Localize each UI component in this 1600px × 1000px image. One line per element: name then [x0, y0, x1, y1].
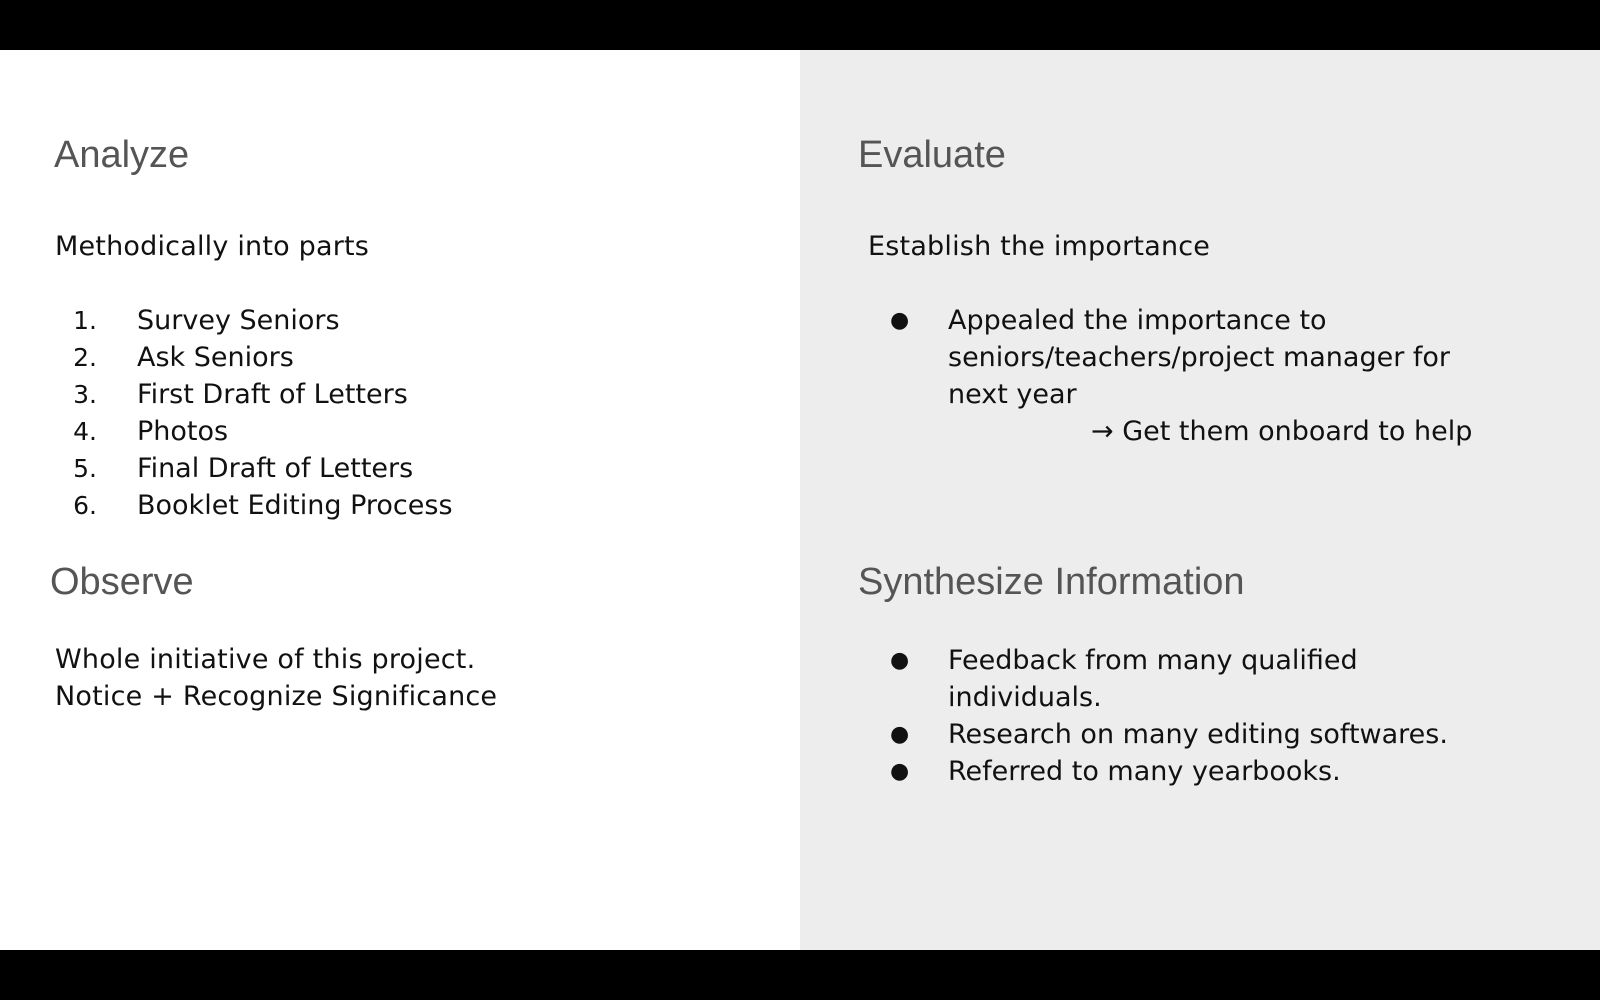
- list-number: 5.: [73, 454, 97, 483]
- analyze-steps-list: [55, 302, 655, 524]
- list-number: 4.: [73, 417, 97, 446]
- list-item: [890, 753, 1550, 790]
- analyze-intro: Methodically into parts: [55, 231, 370, 262]
- evaluate-heading: Evaluate: [858, 134, 1006, 176]
- list-item: [55, 487, 655, 524]
- evaluate-intro: Establish the importance: [868, 231, 1211, 262]
- bullet-text: [948, 642, 1358, 716]
- list-item: [55, 413, 655, 450]
- bullet-line: individuals.: [948, 682, 1102, 713]
- list-item-text: Ask Seniors: [137, 342, 294, 373]
- bullet-marker: ●: [890, 308, 910, 333]
- list-item: [890, 716, 1550, 753]
- bullet-line: Referred to many yearbooks.: [948, 756, 1341, 787]
- list-number: 3.: [73, 380, 97, 409]
- list-item-text: First Draft of Letters: [137, 379, 408, 410]
- observe-line-1: Whole initiative of this project.: [55, 644, 476, 675]
- list-item: [55, 302, 655, 339]
- bullet-line: seniors/teachers/project manager for: [948, 342, 1451, 373]
- observe-line-2: Notice + Recognize Significance: [55, 681, 498, 712]
- list-number: 6.: [73, 491, 97, 520]
- bullet-marker: ●: [890, 759, 910, 784]
- synthesize-heading: Synthesize Information: [858, 561, 1245, 603]
- list-item: [55, 339, 655, 376]
- slide: [0, 50, 1600, 950]
- arrow-line: → Get them onboard to help: [1091, 416, 1473, 447]
- bullet-text: [948, 302, 1472, 450]
- list-item: [890, 642, 1550, 716]
- bullet-marker: ●: [890, 722, 910, 747]
- list-item-text: Photos: [137, 416, 229, 447]
- right-panel: [800, 50, 1600, 950]
- bullet-marker: ●: [890, 648, 910, 673]
- observe-heading: Observe: [50, 561, 194, 603]
- letterbox-bottom: [0, 950, 1600, 1000]
- list-item: [55, 376, 655, 413]
- bullet-line: Research on many editing softwares.: [948, 719, 1448, 750]
- list-item: [890, 302, 1550, 450]
- list-item-text: Booklet Editing Process: [137, 490, 453, 521]
- bullet-line: next year: [948, 379, 1077, 410]
- list-number: 1.: [73, 306, 97, 335]
- letterbox-top: [0, 0, 1600, 50]
- analyze-heading: Analyze: [54, 134, 190, 176]
- list-item: [55, 450, 655, 487]
- list-item-text: Survey Seniors: [137, 305, 340, 336]
- evaluate-bullet-list: [890, 302, 1550, 450]
- list-number: 2.: [73, 343, 97, 372]
- bullet-line: Feedback from many qualified: [948, 645, 1358, 676]
- list-item-text: Final Draft of Letters: [137, 453, 414, 484]
- synthesize-bullet-list: [890, 642, 1550, 790]
- bullet-line: Appealed the importance to: [948, 305, 1327, 336]
